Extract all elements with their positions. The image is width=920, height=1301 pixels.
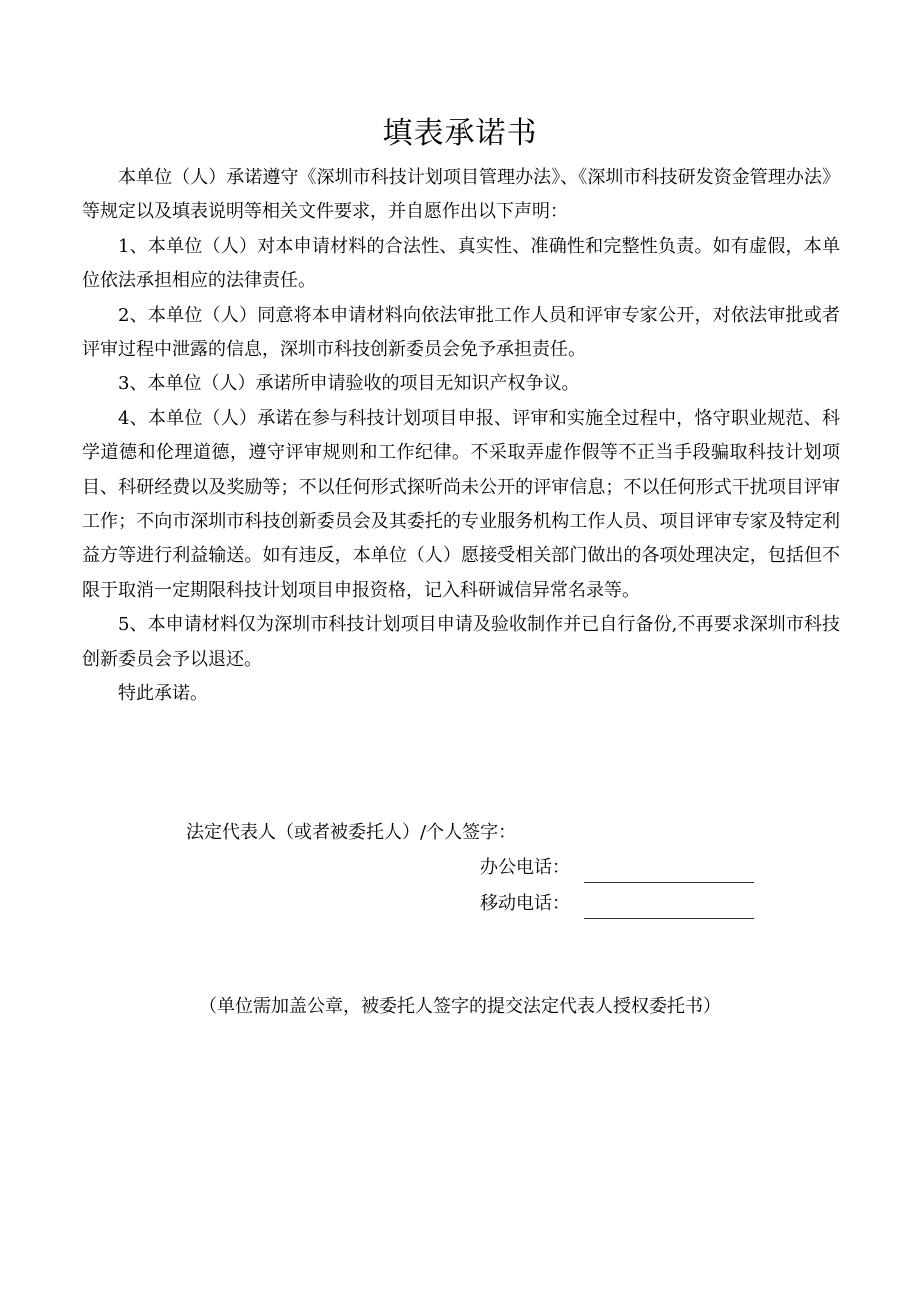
paragraph-clause-4: 4、本单位（人）承诺在参与科技计划项目申报、评审和实施全过程中，恪守职业规范、科学道德和伦理道德，遵守评审规则和工作纪律。不采取弄虚作假等不正当手段骗取科技计划项目、科研经费以及奖励等；不以任何形式探听尚未公开的评审信息；不以任何形式干扰项目评审工作；不向市深圳市科技创新委员会及其委托的专业服务机构工作人员、项目评审专家及特定利益方等进行利益输送。如有违反，本单位（人）愿接受相关部门做出的各项处理决定，包括但不限于取消一定期限科技计划项目申报资格，记入科研诚信异常名录等。 bbox=[82, 407, 840, 601]
mobile-phone-field[interactable] bbox=[584, 896, 754, 919]
office-phone-label: 办公电话： bbox=[480, 857, 570, 878]
seal-footnote: （单位需加盖公章，被委托人签字的提交法定代表人授权委托书） bbox=[199, 996, 721, 1017]
document-body bbox=[82, 161, 840, 712]
document-title: 填表承诺书 bbox=[382, 116, 538, 151]
paragraph-closing: 特此承诺。 bbox=[118, 683, 208, 705]
paragraph-clause-2: 2、本单位（人）同意将本申请材料向依法审批工作人员和评审专家公开，对依法审批或者评审过程中泄露的信息，深圳市科技创新委员会免予承担责任。 bbox=[82, 304, 840, 361]
office-phone-row bbox=[480, 853, 754, 883]
paragraph-intro: 本单位（人）承诺遵守《深圳市科技计划项目管理办法》、《深圳市科技研发资金管理办法》等规定以及填表说明等相关文件要求，并自愿作出以下声明： bbox=[82, 167, 840, 223]
paragraph-clause-3: 3、本单位（人）承诺所申请验收的项目无知识产权争议。 bbox=[118, 373, 580, 395]
paragraph-clause-5: 5、本申请材料仅为深圳市科技计划项目申请及验收制作并已自行备份,不再要求深圳市科技创新委员会予以退还。 bbox=[82, 614, 840, 670]
mobile-phone-row bbox=[480, 889, 754, 919]
mobile-phone-label: 移动电话： bbox=[480, 893, 570, 914]
office-phone-field[interactable] bbox=[584, 860, 754, 883]
paragraph-clause-1: 1、本单位（人）对本申请材料的合法性、真实性、准确性和完整性负责。如有虚假，本单位依法承担相应的法律责任。 bbox=[82, 235, 840, 292]
signature-label: 法定代表人（或者被委托人）/个人签字： bbox=[186, 822, 517, 843]
